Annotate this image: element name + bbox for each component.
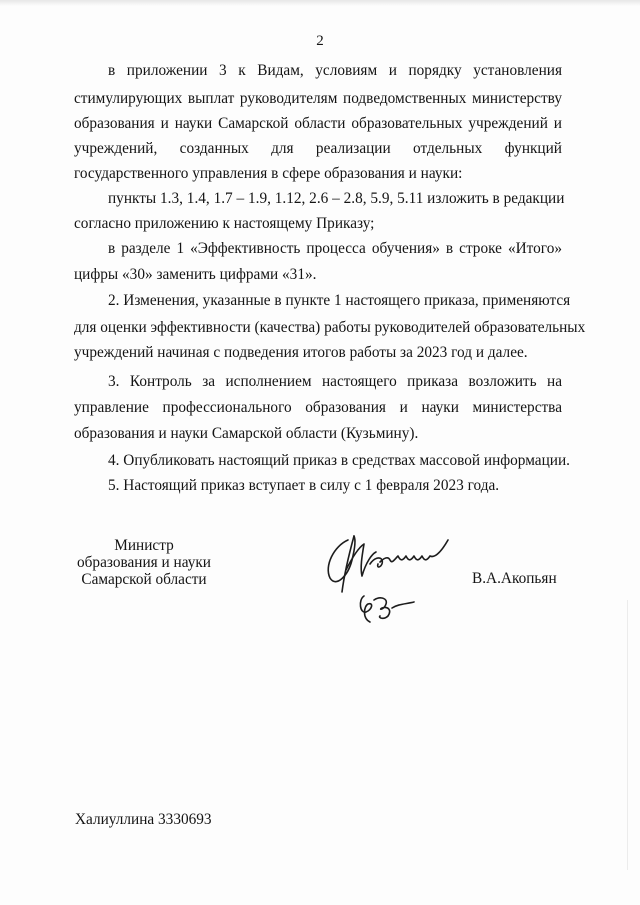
text-line: цифры «30» заменить цифрами «31».: [74, 266, 317, 283]
scan-edge-line: [627, 600, 628, 870]
signatory-title: [70, 537, 218, 588]
text-line: пункты 1.3, 1.4, 1.7 – 1.9, 1.12, 2.6 – 2.8, 5.9, 5.11 изложить в редакции: [108, 190, 565, 207]
signatory-title-line: Самарской области: [81, 571, 207, 588]
text-line: в разделе 1 «Эффективность процесса обучения» в строке «Итого»: [108, 240, 562, 257]
page-number: 2: [316, 33, 324, 49]
text-line: для оценки эффективности (качества) работы руководителей образовательных: [74, 319, 586, 336]
signatory-title-line: Министр: [114, 537, 174, 554]
signatory-name: В.А.Акопьян: [472, 570, 557, 587]
text-line: государственного управления в сфере образования и науки:: [74, 165, 463, 182]
text-line: в приложении 3 к Видам, условиям и порядку установления: [108, 62, 562, 79]
text-line: согласно приложению к настоящему Приказу;: [74, 215, 375, 232]
text-line: 4. Опубликовать настоящий приказ в средствах массовой информации.: [108, 452, 570, 469]
text-line: образования и науки Самарской области (Кузьмину).: [74, 425, 419, 442]
text-line: 3. Контроль за исполнением настоящего приказа возложить на: [108, 373, 562, 390]
text-line: учреждений начиная с подведения итогов работы за 2023 год и далее.: [74, 344, 528, 361]
signatory-title-line: образования и науки: [77, 554, 211, 571]
text-line: образования и науки Самарской области образовательных учреждений и: [74, 115, 562, 132]
text-line: стимулирующих выплат руководителям подведомственных министерству: [74, 90, 562, 107]
executor-contact: Халиуллина 3330693: [75, 811, 212, 828]
handwritten-signature: [318, 518, 458, 630]
text-line: управление профессионального образования и науки министерства: [74, 399, 562, 416]
text-line: 5. Настоящий приказ вступает в силу с 1 февраля 2023 года.: [108, 477, 500, 494]
text-line: 2. Изменения, указанные в пункте 1 настоящего приказа, применяются: [108, 292, 571, 309]
text-line: учреждений, созданных для реализации отдельных функций: [74, 140, 562, 157]
